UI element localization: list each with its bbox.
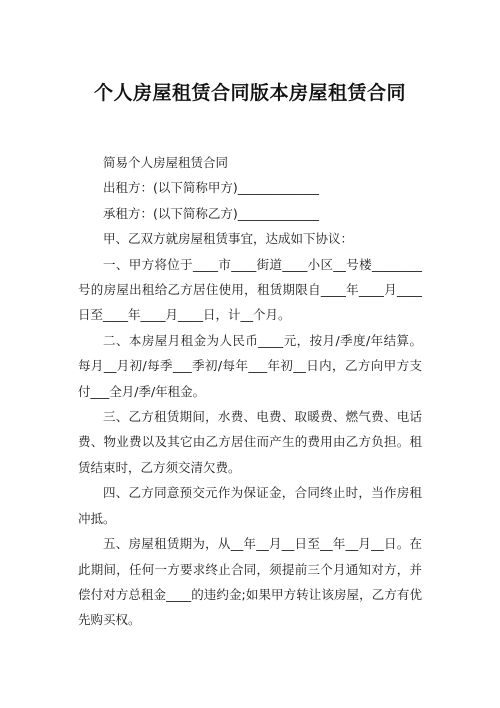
paragraph-clause-3: 三、乙方租赁期间，水费、电费、取暖费、燃气费、电话费、物业费以及其它由乙方居住而产生的费用由乙方负担。租赁结束时，乙方须交清欠费。: [78, 409, 422, 475]
paragraph-clause-1: 一、甲方将位于____市____街道____小区__号楼________号的房屋出租给乙方居住使用，租赁期限自____年____月____日至____年____月____日，计__个月。: [78, 256, 422, 323]
paragraph-agreement-intro: 甲、乙双方就房屋租赁事宜，达成如下协议：: [103, 231, 354, 247]
paragraph-clause-5: 五、房屋租赁期为，从__年__月__日至__年__月__日。在此期间，任何一方要求终止合同，须提前三个月通知对方，并偿付对方总租金____的违约金;如果甲方转让该房屋，乙方有优先购买权。: [78, 536, 422, 628]
paragraph-lessee: 承租方：(以下简称乙方)_____________: [103, 205, 320, 221]
paragraph-clause-2: 二、本房屋月租金为人民币____元，按月/季度/年结算。每月__月初/每季___季初/每年___年初__日内，乙方向甲方支付___全月/季/年租金。: [78, 332, 422, 399]
document-title: 个人房屋租赁合同版本房屋租赁合同: [93, 82, 406, 104]
paragraph-lessor: 出租方：(以下简称甲方)_____________: [103, 180, 320, 196]
paragraph-clause-4: 四、乙方同意预交元作为保证金，合同终止时，当作房租冲抵。: [78, 485, 422, 526]
paragraph-heading: 简易个人房屋租赁合同: [103, 155, 229, 170]
document-body: [78, 150, 422, 633]
